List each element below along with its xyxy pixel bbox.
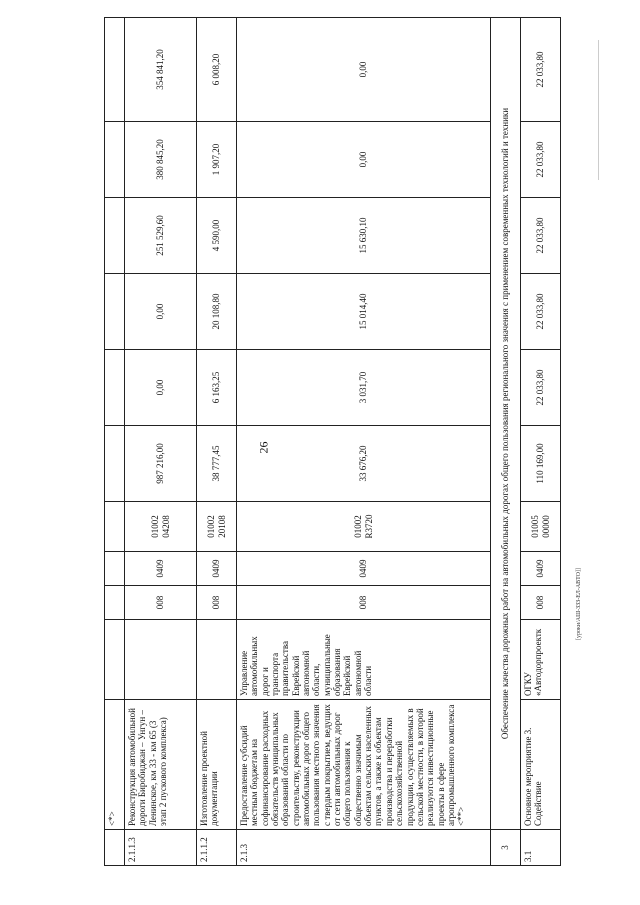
row-year-2 bbox=[105, 274, 125, 350]
row-csr bbox=[105, 502, 125, 552]
row-total bbox=[105, 426, 125, 502]
row-csr: 01002 04208 bbox=[125, 502, 197, 552]
row-grbs bbox=[105, 586, 125, 620]
row-year-4: 0,00 bbox=[237, 122, 491, 198]
row-rzpr: 0409 bbox=[197, 552, 237, 586]
row-year-1: 0,00 bbox=[125, 350, 197, 426]
row-number: 2.1.1.2 bbox=[197, 830, 237, 866]
row-year-3: 4 590,00 bbox=[197, 198, 237, 274]
row-number: 2.1.3 bbox=[237, 830, 491, 866]
edge-line bbox=[598, 40, 599, 180]
table-row bbox=[491, 18, 521, 866]
row-total: 987 216,00 bbox=[125, 426, 197, 502]
row-description: Предоставление субсидий местным бюджетам на софинансирование расходных обязательств муниципальных образований области по строительству, реконструкции автомобильных дорог общего пользования местного значения с твердым покрытием, ведущих от сети автомобильных дорог общего пользования к общественно значимым объектам сельских населенных пунктов, а также к объектам производства и переработки сельскохозяйственной продукции, осуществляемых в сельской местности, в которой реализуются инвестиционные проекты в сфере агропромышленного комплекса <**> bbox=[237, 700, 491, 830]
row-year-2: 0,00 bbox=[125, 274, 197, 350]
table-row bbox=[521, 18, 561, 866]
table-row bbox=[105, 18, 125, 866]
row-year-1: 3 031,70 bbox=[237, 350, 491, 426]
row-number: 3.1 bbox=[521, 830, 561, 866]
row-year-2: 15 014,40 bbox=[237, 274, 491, 350]
row-csr: 01002 R3720 bbox=[237, 502, 491, 552]
row-year-5: 6 008,20 bbox=[197, 18, 237, 122]
row-year-4 bbox=[105, 122, 125, 198]
row-rzpr: 0409 bbox=[237, 552, 491, 586]
row-year-3: 22 033,80 bbox=[521, 198, 561, 274]
table-row bbox=[197, 18, 237, 866]
row-year-5: 0,00 bbox=[237, 18, 491, 122]
row-year-4: 22 033,80 bbox=[521, 122, 561, 198]
row-total: 38 777,45 bbox=[197, 426, 237, 502]
rotated-table-wrapper bbox=[104, 48, 584, 866]
document-stamp: [уроки/АШ-ЗЗЗ-ЕЛ-АВТО]] bbox=[576, 567, 582, 640]
row-description: <*> bbox=[105, 700, 125, 830]
row-csr: 01005 00000 bbox=[521, 502, 561, 552]
row-total: 110 169,00 bbox=[521, 426, 561, 502]
row-year-2: 20 108,80 bbox=[197, 274, 237, 350]
table-row bbox=[237, 18, 491, 866]
row-grbs: 008 bbox=[197, 586, 237, 620]
row-number: 3 bbox=[491, 830, 521, 866]
row-total: 33 676,20 bbox=[237, 426, 491, 502]
row-year-5: 354 841,20 bbox=[125, 18, 197, 122]
row-grbs: 008 bbox=[521, 586, 561, 620]
row-year-5 bbox=[105, 18, 125, 122]
row-year-1 bbox=[105, 350, 125, 426]
row-executor bbox=[125, 620, 197, 700]
row-executor: Управление автомобильных дорог и транспорта правительства Еврейской автономной области, муниципальные образования Еврейской автономной области bbox=[237, 620, 491, 700]
table-row bbox=[125, 18, 197, 866]
row-executor bbox=[197, 620, 237, 700]
row-executor: ОГКУ «Автодорпроектк bbox=[521, 620, 561, 700]
rotated-table-canvas bbox=[104, 48, 584, 866]
row-description: Изготовление проектной документации bbox=[197, 700, 237, 830]
row-rzpr: 0409 bbox=[125, 552, 197, 586]
program-table bbox=[104, 17, 561, 866]
row-year-2: 22 033,80 bbox=[521, 274, 561, 350]
row-rzpr: 0409 bbox=[521, 552, 561, 586]
row-description: Основное мероприятие 3. Содействие bbox=[521, 700, 561, 830]
row-year-5: 22 033,80 bbox=[521, 18, 561, 122]
row-year-1: 6 163,25 bbox=[197, 350, 237, 426]
row-number: 2.1.1.3 bbox=[125, 830, 197, 866]
page-number: 26 bbox=[256, 441, 271, 454]
row-year-4: 1 907,20 bbox=[197, 122, 237, 198]
row-year-4: 380 845,20 bbox=[125, 122, 197, 198]
row-year-3 bbox=[105, 198, 125, 274]
row-year-1: 22 033,80 bbox=[521, 350, 561, 426]
row-grbs: 008 bbox=[125, 586, 197, 620]
row-csr: 01002 20108 bbox=[197, 502, 237, 552]
section-heading: Обеспечение качества дорожных работ на автомобильных дорогах общего пользования регионального значения с применением современных технологий и техники bbox=[491, 18, 521, 830]
row-description: Реконструкция автомобильной дороги Биробиджан – Унгун – Ленинское, км 33 - км 65 (3 этап 2 пускового комплекса) bbox=[125, 700, 197, 830]
row-number bbox=[105, 830, 125, 866]
row-year-3: 251 529,60 bbox=[125, 198, 197, 274]
row-executor bbox=[105, 620, 125, 700]
row-grbs: 008 bbox=[237, 586, 491, 620]
row-year-3: 15 630,10 bbox=[237, 198, 491, 274]
row-rzpr bbox=[105, 552, 125, 586]
